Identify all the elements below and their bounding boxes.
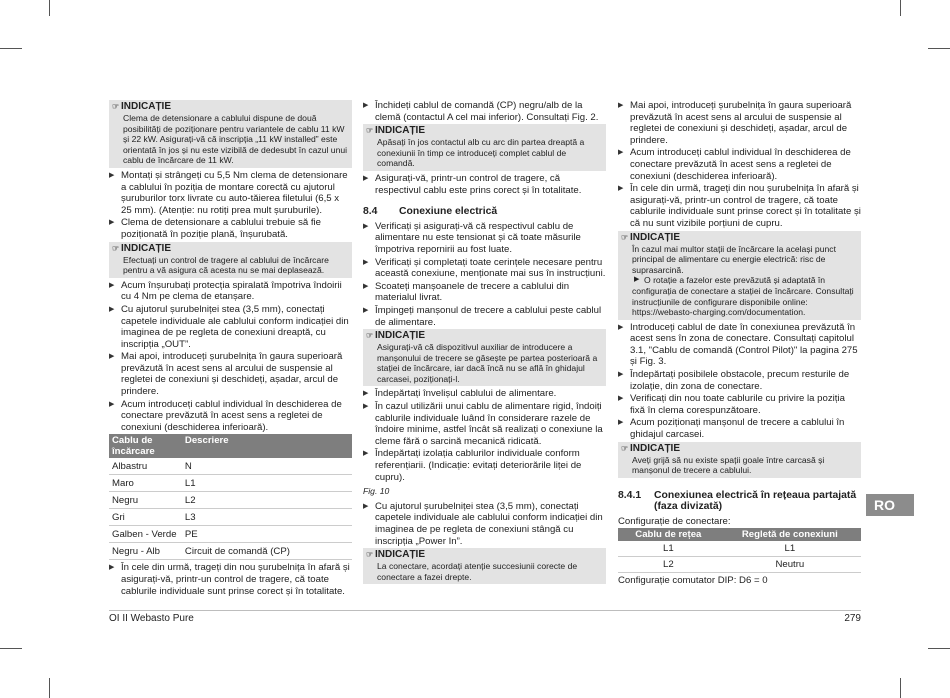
crop-mark [0, 648, 22, 649]
note-title: INDICAȚIE [375, 549, 425, 561]
crop-mark [900, 0, 901, 16]
note-text: În cazul mai multor stații de încărcare la același punct principal de alimentare cu energie electrică: risc de suprasarcină. [632, 243, 836, 275]
table-cell: L1 [618, 541, 719, 557]
bullet-item: ▶ Acum poziționați manșonul de trecere a cablului în ghidajul carcasei. [618, 417, 861, 440]
section-heading [618, 490, 861, 513]
crop-mark [49, 678, 50, 698]
note-title: INDICAȚIE [630, 442, 680, 454]
crop-mark [928, 648, 950, 649]
note-text: Asigurați-vă că dispozitivul auxiliar de introducere a manșonului de trecere se găsește pe partea posterioară a stației de încărcare, iar dacă încă nu se află în ghidajul carcasei, poziționați-l. [377, 342, 598, 384]
bullet-item: ▶ Verificați din nou toate cablurile cu privire la poziția fixă în clema corespunzătoare. [618, 393, 861, 416]
note-icon: ☞ [366, 550, 374, 560]
section-number: 8.4.1 [618, 489, 642, 501]
bullet-item: ▶ În cele din urmă, trageți din nou șurubelnița în afară și asigurați-vă, printr-un control de tragere, că toate cablurile individuale sunt prinse corect și în totalitate și că nu sunt vizibile porțiuni de cupru. [618, 183, 861, 229]
bullet-item: ▶ Împingeți manșonul de trecere a cablului peste cablul de alimentare. [363, 305, 606, 328]
page-number: 279 [844, 613, 861, 624]
note-text: Clema de detensionare a cablului dispune de două posibilități de poziționare pentru variantele de cablu 11 kW și 22 kW. Asigurați-vă că inscripția „11 kW installed” este orientată în jos și nu este vizibilă de dedesubt în cazul unui cablu de încărcare de 11 kW. [123, 113, 348, 166]
table-row [618, 556, 861, 572]
table-cell: Circuit de comandă (CP) [182, 543, 352, 560]
table-header: Cablu de încărcare [109, 434, 182, 458]
note-box [109, 242, 352, 278]
note-text: La conectare, acordați atenție succesiunii corecte de conectare a fazei drepte. [377, 561, 578, 582]
note-subitem [621, 275, 858, 317]
bullet-item: ▶ Scoateți manșoanele de trecere a cablului din materialul livrat. [363, 281, 606, 304]
note-box [109, 100, 352, 168]
note-text: Efectuați un control de tragere al cablului de încărcare pentru a vă asigura că acesta nu se mai deplasează. [123, 254, 329, 276]
note-box [363, 329, 606, 386]
grid-table [618, 528, 861, 573]
section-title: Conexiune electrică [399, 206, 498, 218]
note-icon: ☞ [621, 232, 629, 242]
crop-mark [0, 48, 22, 49]
section-number: 8.4 [363, 206, 378, 218]
note-icon: ☞ [366, 126, 374, 136]
table-cell: L1 [182, 475, 352, 492]
section-title: Conexiunea electrică în rețeaua partajată (faza divizată) [654, 489, 857, 513]
dip-switch-config: Configurație comutator DIP: D6 = 0 [618, 574, 768, 586]
note-text: Aveți grijă să nu existe spații goale între carcasă și manșonul de trecere a cablului. [632, 454, 825, 476]
note-text: O rotație a fazelor este prevăzută și adaptată în configurația de conectare a stației de încărcare. Consultați instrucțiunile de configurare disponibile online: https://webasto-charging.com/documentation. [632, 275, 854, 318]
crop-mark [900, 678, 901, 698]
table-row [109, 458, 352, 475]
table-cell: N [182, 458, 352, 475]
table-row [618, 541, 861, 557]
table-cell: L3 [182, 509, 352, 526]
note-box [618, 442, 861, 478]
table-cell: PE [182, 526, 352, 543]
table-cell: Negru - Alb [109, 543, 182, 560]
note-icon: ☞ [366, 331, 374, 341]
column-2 [363, 100, 606, 586]
table-cell: Negru [109, 492, 182, 509]
bullet-item: ▶ Montați și strângeți cu 5,5 Nm clema de detensionare a cablului în poziția de montare corectă cu ajutorul șuruburilor torx livrate cu auto-tăierea filetului (6,5 x 25 mm). (Atenție: nu rotiți prea mult șuruburile). [109, 170, 352, 216]
table-cell: L2 [182, 492, 352, 509]
crop-mark [49, 0, 50, 16]
note-title: INDICAȚIE [121, 242, 171, 254]
table-header: Regletă de conexiuni [719, 528, 861, 541]
table-row [109, 475, 352, 492]
bullet-item: ▶ În cazul utilizării unui cablu de alimentare rigid, îndoiți cablurile individuale luând în considerare razele de îndoire minime, astfel încât să realizați o conexiune la cleme fără o sarcină mecanică ridicată. [363, 401, 606, 447]
bullet-item: ▶ Îndepărtați posibilele obstacole, precum resturile de izolație, din zona de conectare. [618, 369, 861, 392]
bullet-item: ▶ Îndepărtați învelișul cablului de alimentare. [363, 388, 606, 400]
table-cell: Gri [109, 509, 182, 526]
note-icon: ☞ [112, 243, 120, 253]
note-box [363, 124, 606, 171]
bullet-item: ▶ Acum înșurubați protecția spiralată împotriva îndoirii cu 4 Nm pe clema de etanșare. [109, 280, 352, 303]
language-tab: RO [866, 494, 914, 516]
note-icon: ☞ [112, 102, 120, 111]
arrow-icon: ▶ [634, 276, 640, 284]
bullet-item: ▶ Asigurați-vă, printr-un control de tragere, că respectivul cablu este prins corect și în totalitate. [363, 173, 606, 196]
bullet-item: ▶ Verificați și asigurați-vă că respectivul cablu de alimentare nu este tensionat și că toate măsurile împotriva repornirii au fost luate. [363, 221, 606, 256]
footer-rule [109, 610, 861, 611]
note-title: INDICAȚIE [121, 101, 171, 112]
config-label: Configurație de conectare: [618, 516, 731, 527]
table-cell: Albastru [109, 458, 182, 475]
note-text: Apăsați în jos contactul alb cu arc din partea dreaptă a conexiunii în timp ce introduceți complet cablul de comandă. [377, 137, 585, 169]
section-heading [363, 206, 606, 218]
bullet-item: ▶ Clema de detensionare a cablului trebuie să fie poziționată în poziție plană, înșurubată. [109, 217, 352, 240]
bullet-item: ▶ Cu ajutorul șurubelniței stea (3,5 mm), conectați capetele individuale ale cablului conform indicației din imaginea de pe regleta de conexiuni dreaptă, cu inscripția „OUT”. [109, 304, 352, 350]
bullet-item: ▶ Îndepărtați izolația cablurilor individuale conform referențiarii. (Indicație: evitați deteriorările liței de cupru). [363, 448, 606, 483]
bullet-item: ▶ Verificați și completați toate cerințele necesare pentru această conexiune, menționate mai sus în instrucțiuni. [363, 257, 606, 280]
note-title: INDICAȚIE [630, 231, 680, 243]
figure-reference: Fig. 10 [363, 486, 390, 497]
note-box [363, 548, 606, 584]
table-row [109, 526, 352, 543]
note-icon: ☞ [621, 443, 629, 453]
footer-title: OI II Webasto Pure [109, 613, 194, 624]
bullet-item: ▶ Acum introduceți cablul individual în deschiderea de conectare prevăzută în acest sens a regletei de conexiuni (deschiderea inferioară). [109, 399, 352, 434]
bullet-item: ▶ Acum introduceți cablul individual în deschiderea de conectare prevăzută în acest sens a regletei de conexiuni (deschiderea inferioară). [618, 147, 861, 182]
table-header: Cablu de rețea [618, 528, 719, 541]
crop-mark [928, 48, 950, 49]
table-cell: Galben - Verde [109, 526, 182, 543]
bullet-item: ▶ În cele din urmă, trageți din nou șurubelnița în afară și asigurați-vă, printr-un control de tragere, că toate cablurile individuale sunt prinse corect și în totalitate. [109, 562, 352, 597]
cable-table [109, 434, 352, 560]
table-row [109, 543, 352, 560]
bullet-item: ▶ Mai apoi, introduceți șurubelnița în gaura superioară prevăzută în acest sens al arcului de suspensie al regletei de conexiuni și deschideți, așadar, arcul de prindere. [109, 351, 352, 397]
table-cell: L1 [719, 541, 861, 557]
table-cell: L2 [618, 556, 719, 572]
table-cell: Neutru [719, 556, 861, 572]
bullet-item: ▶ Cu ajutorul șurubelniței stea (3,5 mm), conectați capetele individuale ale cablului conform indicației din imaginea de pe regleta de conexiuni stângă cu inscripția „Power In”. [363, 501, 606, 547]
table-row [109, 492, 352, 509]
note-box [618, 231, 861, 320]
table-cell: Maro [109, 475, 182, 492]
note-title: INDICAȚIE [375, 125, 425, 137]
bullet-item: ▶ Mai apoi, introduceți șurubelnița în gaura superioară prevăzută în acest sens al arcului de suspensie al regletei de conexiuni și deschideți, așadar, arcul de prindere. [618, 100, 861, 146]
column-1 [109, 100, 352, 598]
table-header: Descriere [182, 434, 352, 458]
note-title: INDICAȚIE [375, 330, 425, 342]
bullet-item: ▶ Închideți cablul de comandă (CP) negru/alb de la clemă (contactul A cel mai inferior). Consultați Fig. 2. [363, 100, 606, 123]
table-row [109, 509, 352, 526]
column-3 [618, 100, 861, 586]
bullet-item: ▶ Introduceți cablul de date în conexiunea prevăzută în acest sens în zona de conectare. Consultați capitolul 3.1, "Cablu de comandă (Control Pilot)" la pagina 275 și Fig. 3. [618, 322, 861, 368]
